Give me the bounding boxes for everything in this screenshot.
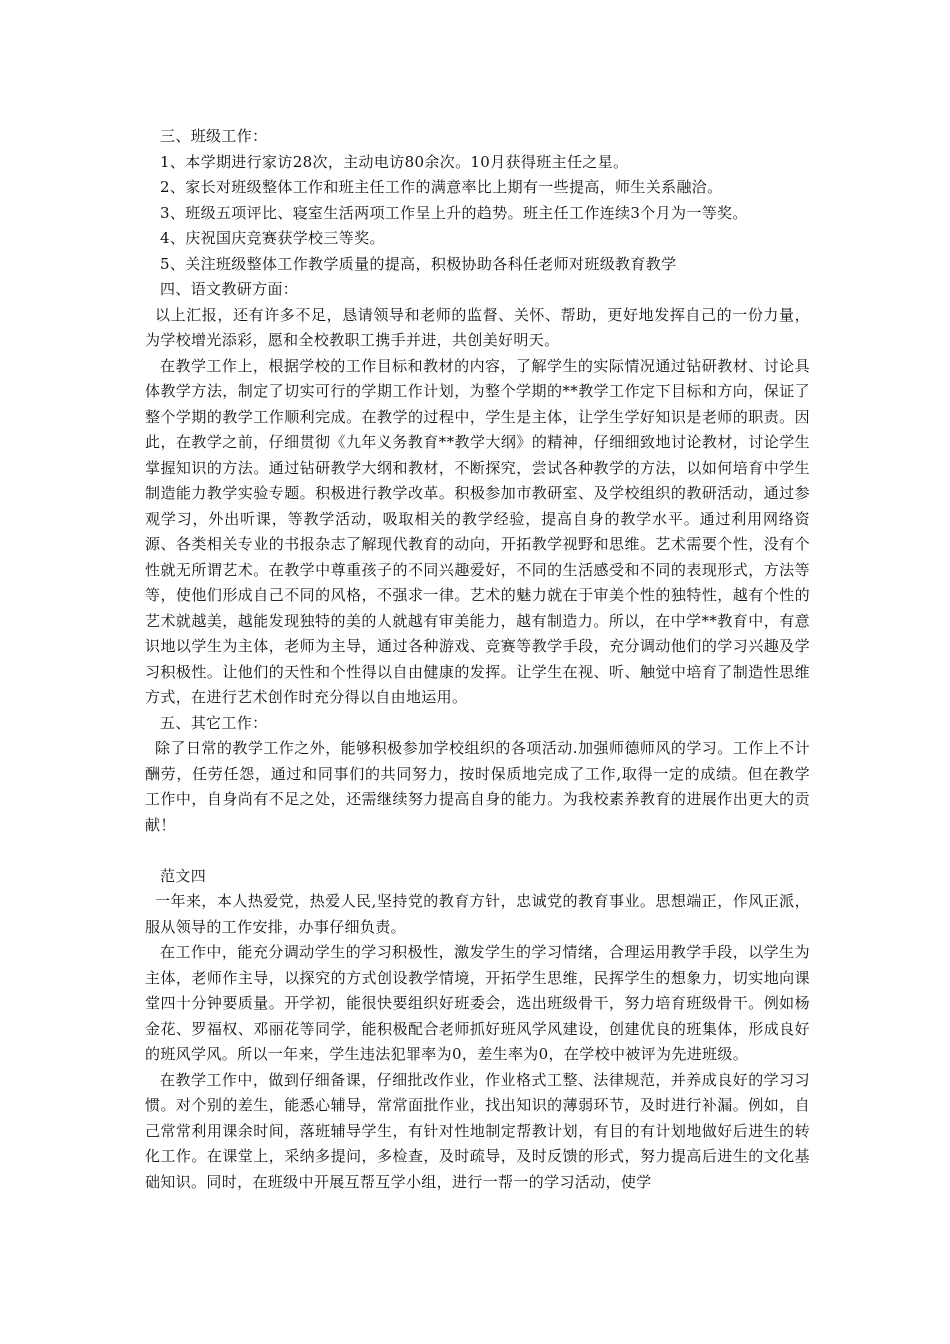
paragraph: 一年来，本人热爱党，热爱人民,坚持党的教育方针，忠诚党的教育事业。思想端正，作风正派，服从领导的工作安排，办事仔细负责。 bbox=[145, 892, 810, 936]
paragraph: 在工作中，能充分调动学生的学习积极性，激发学生的学习情绪，合理运用教学手段，以学生为主体，老师作主导，以探究的方式创设教学情境，开拓学生思维，民挥学生的想象力，切实地向课堂四十分钟要质量。开学初，能很快要组织好班委会，选出班级骨干，努力培育班级骨干。例如杨金花、罗福权、邓丽花等同学，能积极配合老师抓好班风学风建设，创建优良的班集体，形成良好的班风学风。所以一年来，学生违法犯罪率为0，差生率为0，在学校中被评为先进班级。 bbox=[145, 943, 810, 1063]
heading-other-work: 五、其它工作： bbox=[160, 713, 268, 732]
list-item: 5、关注班级整体工作教学质量的提高，积极协助各科任老师对班级教育教学 bbox=[160, 254, 677, 273]
list-item: 3、班级五项评比、寝室生活两项工作呈上升的趋势。班主任工作连续3个月为一等奖。 bbox=[160, 203, 748, 222]
list-item: 1、本学期进行家访28次，主动电访80余次。10月获得班主任之星。 bbox=[160, 152, 629, 171]
heading-class-work: 三、班级工作： bbox=[160, 127, 268, 145]
document-body bbox=[145, 124, 810, 1195]
section-title: 范文四 bbox=[160, 866, 207, 885]
paragraph: 除了日常的教学工作之外，能够积极参加学校组织的各项活动.加强师德师风的学习。工作上不计酬劳，任劳任怨，通过和同事们的共同努力，按时保质地完成了工作,取得一定的成绩。但在教学工作中，自身尚有不足之处，还需继续努力提高自身的能力。为我校素养教育的进展作出更大的贡献！ bbox=[145, 739, 810, 834]
paragraph: 在教学工作中，做到仔细备课，仔细批改作业，作业格式工整、法律规范，并养成良好的学习习惯。对个别的差生，能悉心辅导，常常面批作业，找出知识的薄弱环节，及时进行补漏。例如，自己常常利用课余时间，落班辅导学生，有针对性地制定帮教计划，有目的有计划地做好后进生的转化工作。在课堂上，采纳多提问，多检查，及时疏导，及时反馈的形式，努力提高后进生的文化基础知识。同时，在班级中开展互帮互学小组，进行一帮一的学习活动，使学 bbox=[145, 1070, 810, 1191]
list-item: 4、庆祝国庆竞赛获学校三等奖。 bbox=[160, 229, 385, 247]
paragraph: 以上汇报，还有许多不足，恳请领导和老师的监督、关怀、帮助，更好地发挥自己的一份力量，为学校增光添彩，愿和全校教职工携手并进，共创美好明天。 bbox=[145, 305, 810, 349]
list-item: 2、家长对班级整体工作和班主任工作的满意率比上期有一些提高，师生关系融洽。 bbox=[160, 178, 723, 196]
paragraph: 在教学工作上，根据学校的工作目标和教材的内容，了解学生的实际情况通过钻研教材、讨论具体教学方法，制定了切实可行的学期工作计划，为整个学期的**教学工作定下目标和方向，保证了整个学期的教学工作顺利完成。在教学的过程中，学生是主体，让学生学好知识是老师的职责。因此，在教学之前，仔细贯彻《九年义务教育**教学大纲》的精神，仔细细致地讨论教材，讨论学生掌握知识的方法。通过钻研教学大纲和教材，不断探究，尝试各种教学的方法，以如何培育中学生制造能力教学实验专题。积极进行教学改革。积极参加市教研室、及学校组织的教研活动，通过参观学习，外出听课，等教学活动，吸取相关的教学经验，提高自身的教学水平。通过利用网络资源、各类相关专业的书报杂志了解现代教育的动向，开拓教学视野和思维。艺术需要个性，没有个性就无所谓艺术。在教学中尊重孩子的不同兴趣爱好，不同的生活感受和不同的表现形式，方法等等，使他们形成自己不同的风格，不强求一律。艺术的魅力就在于审美个性的独特性，越有个性的艺术就越美，越能发现独特的美的人就越有审美能力，越有制造力。所以，在中学**教育中，有意识地以学生为主体，老师为主导，通过各种游戏、竞赛等教学手段，充分调动他们的学习兴趣及学习积极性。让他们的天性和个性得以自由健康的发挥。让学生在视、听、触觉中培育了制造性思维方式，在进行艺术创作时充分得以自由地运用。 bbox=[145, 356, 810, 706]
blank-line bbox=[145, 838, 810, 864]
heading-chinese-research: 四、语文教研方面： bbox=[160, 280, 299, 298]
